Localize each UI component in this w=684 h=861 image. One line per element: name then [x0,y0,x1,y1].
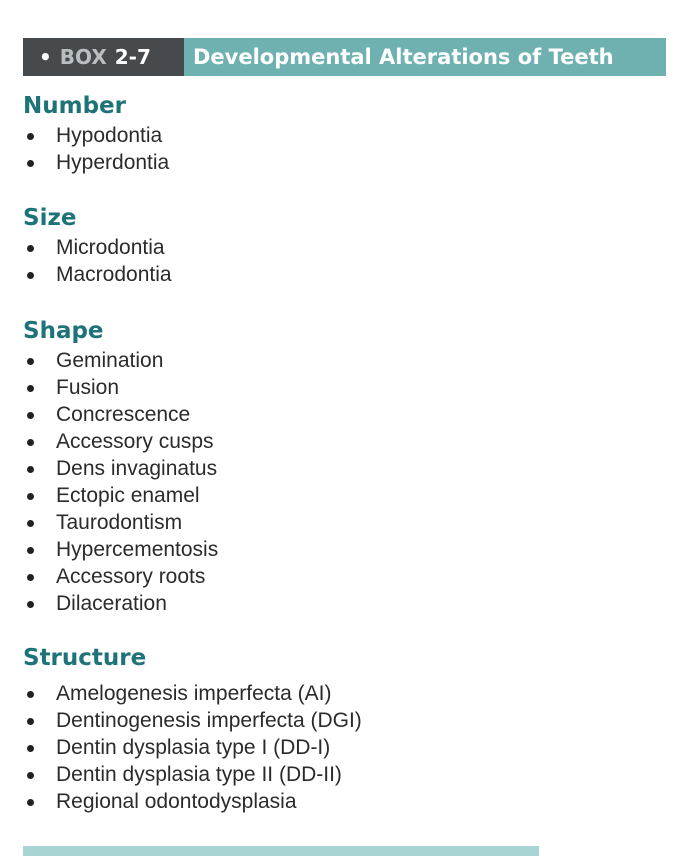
item-label: Fusion [56,376,120,399]
bullet-icon [27,439,34,446]
bullet-icon [27,799,34,806]
bullet-icon [27,245,34,252]
item-label: Concrescence [56,403,191,426]
list-item [23,401,218,428]
bullet-icon [27,493,34,500]
list-item [23,347,218,374]
box-number: 2-7 [114,45,151,69]
item-label: Gemination [56,349,164,372]
item-label: Accessory cusps [56,430,214,453]
list-item [23,536,218,563]
section-heading: Shape [23,318,104,344]
box-title: Developmental Alterations of Teeth [193,45,614,69]
item-list [23,347,218,617]
item-label: Microdontia [56,236,165,259]
section-heading: Number [23,93,126,119]
section-number [23,92,169,176]
bullet-icon [27,520,34,527]
item-label: Regional odontodysplasia [56,790,297,813]
bullet-icon [27,601,34,608]
item-label: Ectopic enamel [56,484,200,507]
section-heading: Size [23,205,77,231]
bullet-icon [27,385,34,392]
item-label: Hyperdontia [56,151,170,174]
list-item [23,707,362,734]
list-item [23,428,218,455]
list-item [23,261,172,288]
item-label: Taurodontism [56,511,183,534]
list-item [23,680,362,707]
box-header [23,38,666,76]
bullet-icon [27,412,34,419]
item-label: Dentin dysplasia type II (DD-II) [56,763,342,786]
item-label: Macrodontia [56,263,172,286]
list-item [23,234,172,261]
list-item [23,788,362,815]
bullet-icon [27,691,34,698]
item-label: Hypercementosis [56,538,219,561]
section-size [23,204,172,288]
bottom-divider [23,846,539,856]
bullet-icon [27,358,34,365]
item-label: Dens invaginatus [56,457,218,480]
list-item [23,563,218,590]
item-label: Dilaceration [56,592,167,615]
box-label [23,38,184,76]
bullet-icon [27,547,34,554]
item-label: Dentin dysplasia type I (DD-I) [56,736,331,759]
item-list [23,680,362,815]
box-word: BOX [59,45,107,69]
list-item [23,734,362,761]
bullet-icon [27,745,34,752]
bullet-icon [27,772,34,779]
bullet-icon [27,718,34,725]
item-label: Hypodontia [56,124,163,147]
bullet-icon [27,133,34,140]
bullet-icon [27,466,34,473]
bullet-icon [27,160,34,167]
list-item [23,509,218,536]
list-item [23,149,169,176]
list-item [23,590,218,617]
bullet-icon [27,574,34,581]
item-list [23,234,172,288]
list-item [23,122,169,149]
item-list [23,122,169,176]
item-label: Amelogenesis imperfecta (AI) [56,682,332,705]
bullet-icon [27,272,34,279]
list-item [23,761,362,788]
list-item [23,455,218,482]
list-item [23,374,218,401]
section-structure [23,644,362,815]
item-label: Accessory roots [56,565,206,588]
list-item [23,482,218,509]
box-bullet: • [39,45,52,69]
section-shape [23,317,218,617]
item-label: Dentinogenesis imperfecta (DGI) [56,709,362,732]
section-heading: Structure [23,645,147,671]
